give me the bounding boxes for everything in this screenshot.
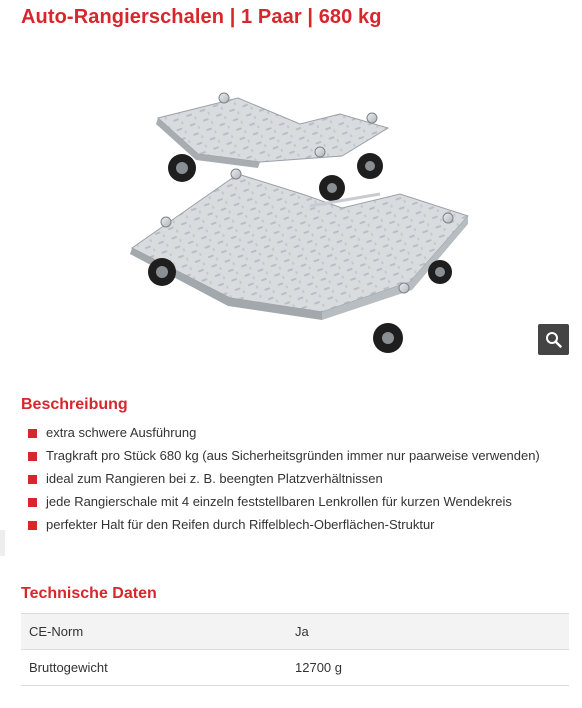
feature-text: jede Rangierschale mit 4 einzeln feststellbaren Lenkrollen für kurzen Wendekreis (46, 494, 512, 509)
bullet-square-icon (28, 521, 37, 530)
table-row (21, 650, 569, 686)
product-title: Auto-Rangierschalen | 1 Paar | 680 kg (21, 6, 382, 28)
zoom-button[interactable] (538, 324, 569, 355)
description-heading: Beschreibung (21, 396, 128, 413)
spec-label: Bruttogewicht (29, 660, 108, 675)
list-item (28, 470, 540, 493)
list-item (28, 424, 540, 447)
product-image[interactable] (110, 76, 490, 366)
spec-value: 12700 g (295, 660, 342, 675)
search-icon (545, 331, 562, 348)
list-item (28, 493, 540, 516)
bullet-square-icon (28, 498, 37, 507)
feature-text: extra schwere Ausführung (46, 425, 197, 440)
specs-table (21, 613, 569, 686)
spec-label: CE-Norm (29, 624, 84, 639)
feature-text: Tragkraft pro Stück 680 kg (aus Sicherheitsgründen immer nur paarweise verwenden) (46, 448, 540, 463)
list-item (28, 516, 540, 539)
table-row (21, 614, 569, 650)
feature-list (28, 424, 540, 539)
wheel-dolly-illustration (110, 76, 490, 366)
spec-value: Ja (295, 624, 309, 639)
scroll-edge-indicator (0, 530, 5, 556)
bullet-square-icon (28, 475, 37, 484)
bullet-square-icon (28, 429, 37, 438)
feature-text: perfekter Halt für den Reifen durch Riffelblech-Oberflächen-Struktur (46, 517, 435, 532)
technical-heading: Technische Daten (21, 585, 157, 602)
feature-text: ideal zum Rangieren bei z. B. beengten Platzverhältnissen (46, 471, 383, 486)
bullet-square-icon (28, 452, 37, 461)
list-item (28, 447, 540, 470)
